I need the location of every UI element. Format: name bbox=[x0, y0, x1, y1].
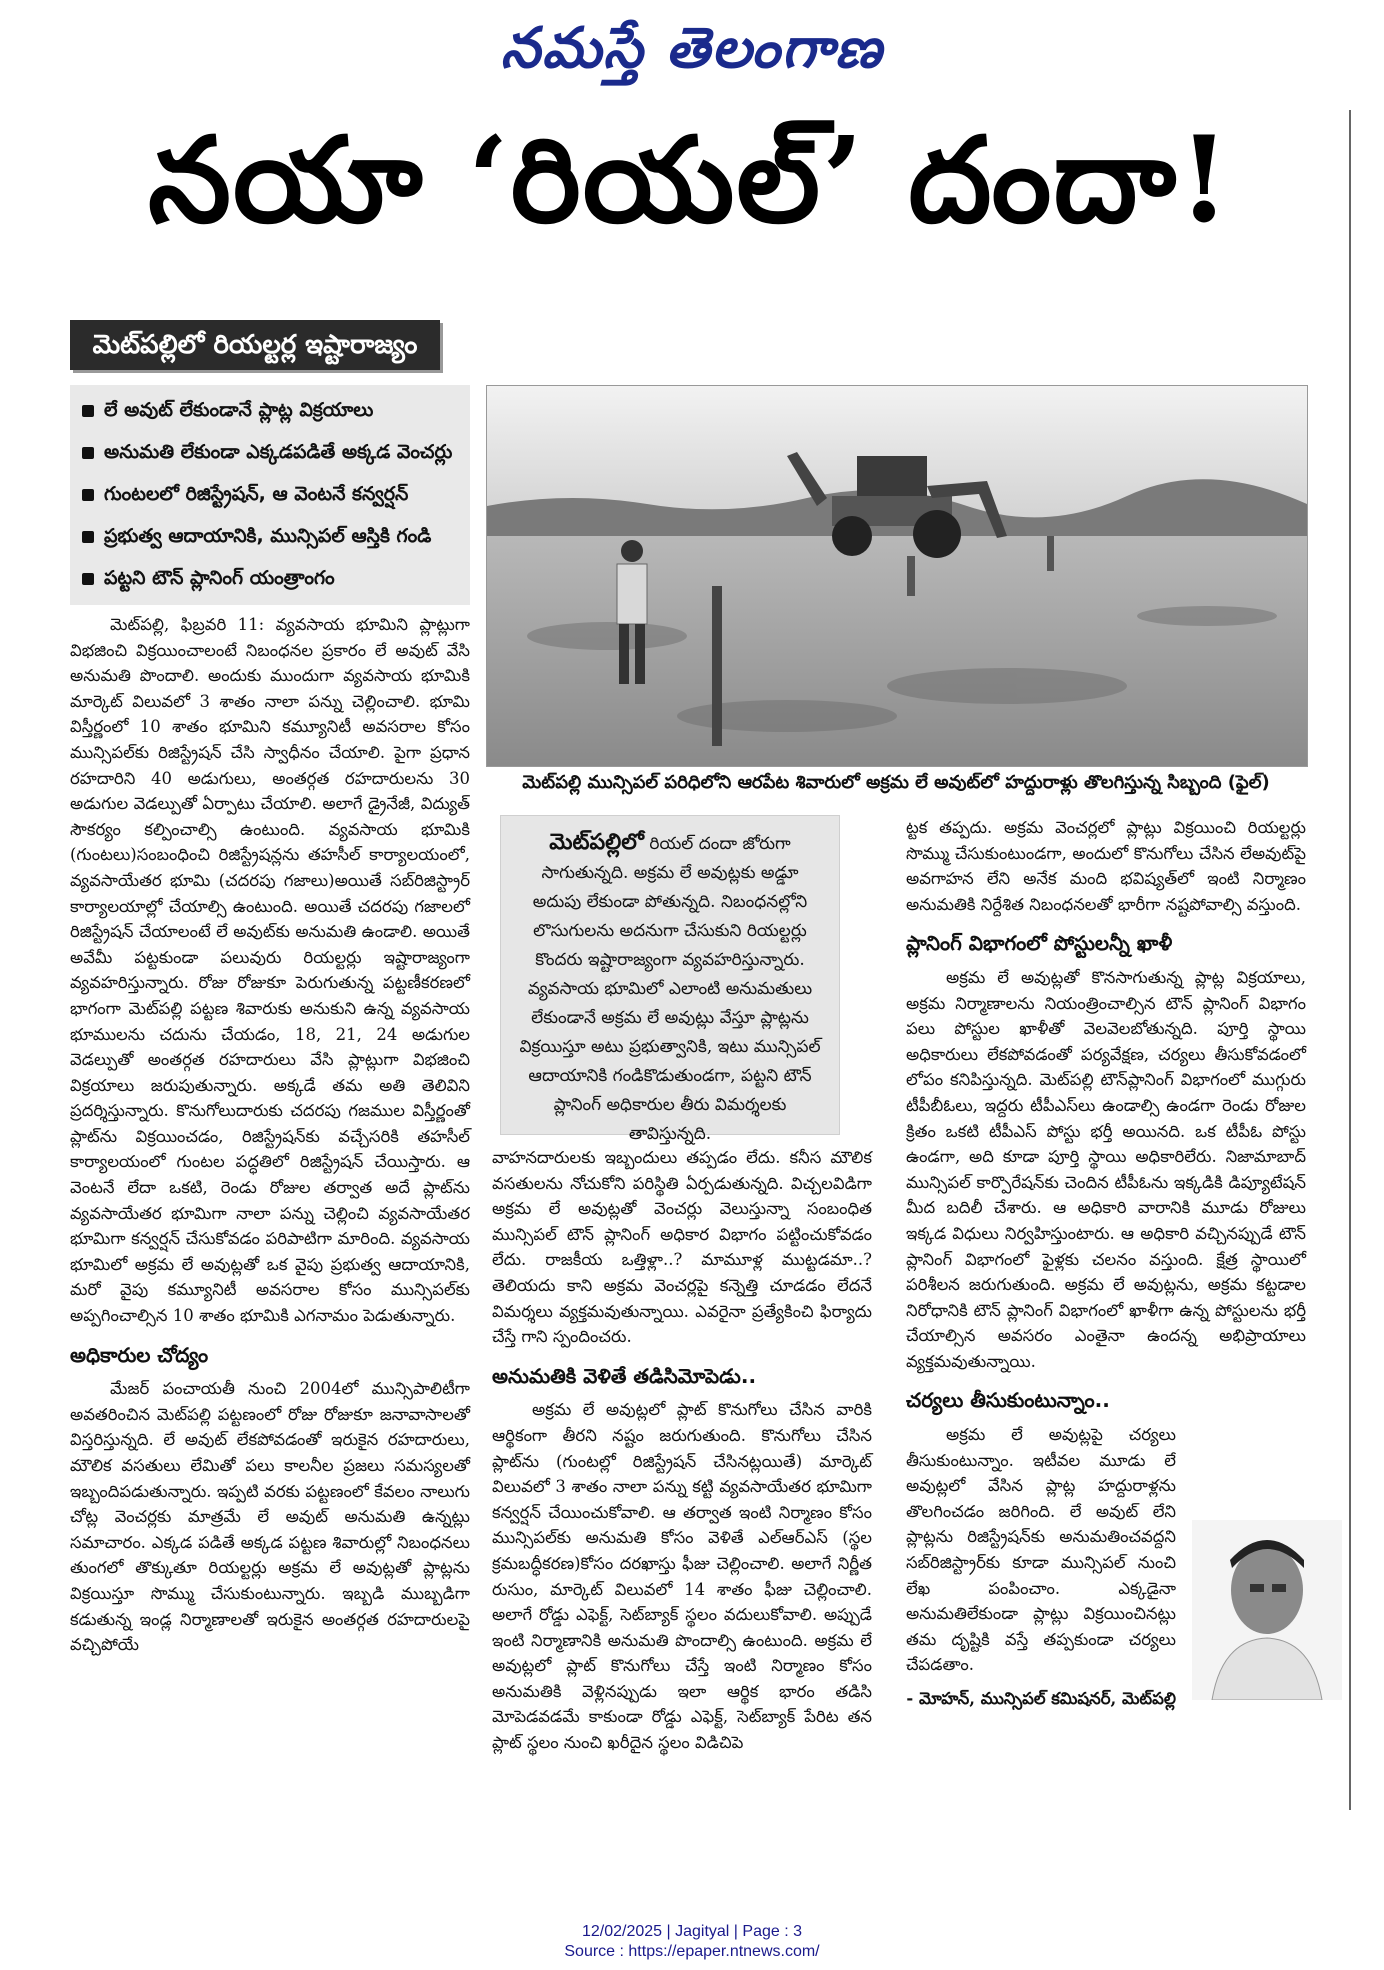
article-paragraph: అక్రమ లే అవుట్లలో ప్లాట్ కొనుగోలు చేసిన వారికి ఆర్థికంగా తీరని నష్టం జరుగుతుంది. కొనుగోలు చేసిన ప్లాట్‌ను (గుంటల్లో రిజిస్ట్రేషన్ చేసినట్లయితే) మార్కెట్ విలువలో 3 శాతం నాలా పన్ను కట్టి వ్యవసాయేతర భూమిగా కన్వర్షన్ చేయించుకోవాలి. ఆ తర్వాత ఇంటి నిర్మాణం కోసం మున్సిపల్‌కు అనుమతి కోసం వెళితే ఎల్‌ఆర్‌ఎస్ (స్థల క్రమబద్ధీకరణ)కోసం దరఖాస్తు ఫీజు చెల్లించాలి. అలాగే నిర్ణీత రుసుం, మార్కెట్ విలువలో 14 శాతం ఫీజు చెల్లించాలి. అలాగే రోడ్డు ఎఫెక్ట్, సెట్‌బ్యాక్ స్థలం వదులుకోవాలి. అప్పుడే ఇంటి నిర్మాణానికి అనుమతి పొందాల్సి ఉంటుంది. అక్రమ లే అవుట్లలో ప్లాట్ కొనుగోలు చేస్తే ఇంటి నిర్మాణం కోసం అనుమతికి వెళ్లినప్పుడు ఇలా ఆర్థిక భారం తడిసి మోపెడవడమే కాకుండా రోడ్డు ఎఫెక్ట్, సెట్‌బ్యాక్ పేరిట తన ప్లాట్ స్థలం నుంచి ఖరీదైన స్థలం విడిచిపె bbox=[492, 1400, 872, 1753]
highlight-item: పట్టని టౌన్ ప్లానింగ్ యంత్రాంగం bbox=[70, 557, 470, 599]
section-heading: అధికారుల చోద్యం bbox=[70, 1342, 209, 1367]
commissioner-photo bbox=[1192, 1520, 1342, 1700]
pull-quote-lead: మెట్‌పల్లిలో bbox=[549, 829, 644, 855]
footer-date-edition: 12/02/2025 | Jagityal | Page : 3 bbox=[581, 1923, 803, 1940]
masthead-logo: నమస్తే తెలంగాణ bbox=[500, 16, 884, 81]
news-photo bbox=[486, 385, 1308, 767]
footer-source: Source : https://epaper.ntnews.com/ bbox=[564, 1943, 820, 1960]
section-heading: అనుమతికి వెళితే తడిసిమోపెడు.. bbox=[492, 1363, 757, 1388]
column-rule bbox=[1349, 110, 1351, 1810]
pull-quote-box bbox=[500, 815, 840, 1144]
article-paragraph: అక్రమ లే అవుట్లతో కొనసాగుతున్న ప్లాట్ల విక్రయాలు, అక్రమ నిర్మాణాలను నియంత్రించాల్సిన టౌన్ ప్లానింగ్ విభాగం పలు పోస్టుల ఖాళీతో వెలవెలబోతున్నది. పూర్తి స్థాయి అధికారులు లేకపోవడంతో పర్యవేక్షణ, చర్యలు తీసుకోవడంలో లోపం కనిపిస్తున్నది. మెట్‌పల్లి టౌన్‌ప్లానింగ్ విభాగంలో ముగ్గురు టీపీబీఓలు, ఇద్దరు టీపీఎస్‌లు ఉండాల్సి ఉండగా రెండు రోజుల క్రితం ఒకటి టీపీఎస్ పోస్టు భర్తీ అయినది. ఒక టీపీఓ పోస్టు ఉండగా, అది కూడా పూర్తి స్థాయి అధికారిలేరు. నిజామాబాద్ మున్సిపల్ కార్పొరేషన్‌కు చెందిన టీపీఓను ఇక్కడికి డిప్యూటేషన్ మీద బదిలీ చేశారు. ఆ అధికారి వారానికి మూడు రోజులు ఇక్కడ విధులు నిర్వహిస్తుంటారు. ఆ అధికారి వచ్చినప్పుడే టౌన్ ప్లానింగ్ విభాగంలో ఫైళ్లకు చలనం వస్తుంది. క్షేత్ర స్థాయిలో పరిశీలన జరుగుతుంది. అక్రమ లే అవుట్లను, అక్రమ కట్టడాల నిరోధానికి టౌన్ ప్లానింగ్ విభాగంలో ఖాళీగా ఉన్న పోస్టులను భర్తీ చేయాల్సిన అవసరం ఎంతైనా ఉందన్న అభిప్రాయాలు వ్యక్తమవుతున్నాయి. bbox=[906, 967, 1306, 1371]
quote-signoff: - మోహన్, మున్సిపల్ కమిషనర్, మెట్‌పల్లి bbox=[906, 1689, 1176, 1708]
article-column-2 bbox=[492, 1145, 872, 1756]
page-footer bbox=[0, 1922, 1384, 1962]
subheading-box: మెట్‌పల్లిలో రియల్టర్ల ఇష్టారాజ్యం bbox=[70, 320, 440, 370]
article-paragraph: మెట్‌పల్లి, ఫిబ్రవరి 11: వ్యవసాయ భూమిని ప్లాట్లుగా విభజించి విక్రయించాలంటే నిబంధనల ప్రకారం లే అవుట్ వేసి అనుమతి పొందాలి. అందుకు ముందుగా వ్యవసాయ భూమికి మార్కెట్ విలువలో 3 శాతం నాలా పన్ను చెల్లించాలి. భూమి విస్తీర్ణంలో 10 శాతం భూమిని కమ్యూనిటీ అవసరాల కోసం మున్సిపల్‌కు రిజిస్ట్రేషన్ చేసి స్వాధీనం చేయాలి. పైగా ప్రధాన రహదారిని 40 అడుగులు, అంతర్గత రహదారులను 30 అడుగుల వెడల్పుతో ఏర్పాటు చేయాలి. అలాగే డ్రైనేజీ, విద్యుత్ సౌకర్యం కల్పించాల్సి ఉంటుంది. వ్యవసాయ భూమికి (గుంటలు)సంబంధించి రిజిస్ట్రేషన్లను తహసీల్ కార్యాలయంలో, వ్యవసాయేతర భూమి (చదరపు గజాలు)అయితే సబ్‌రిజిస్ట్రార్ కార్యాలయాల్లో చేయాల్సి ఉంటుంది. అయితే చదరపు గజాలలో రిజిస్ట్రేషన్ చేయాలంటే లే అవుట్‌కు అనుమతి ఉండాలి. అయితే అవేమీ పట్టకుండా పలువురు రియల్టర్లు ఇష్టారాజ్యంగా వ్యవహరిస్తున్నారు. రోజు రోజుకూ పెరుగుతున్న పట్టణీకరణలో భాగంగా మెట్‌పల్లి పట్టణ శివారుకు అనుకుని ఉన్న వ్యవసాయ భూములను చదును చేయడం, 18, 21, 24 అడుగుల వెడల్పుతో అంతర్గత రహదారులు వేసి ప్లాట్లుగా విభజించి విక్రయాలు జరుపుతున్నారు. అక్కడే తమ అతి తెలివిని ప్రదర్శిస్తున్నారు. కొనుగోలుదారుకు చదరపు గజముల విస్తీర్ణంతో ప్లాట్‌ను విక్రయించడం, రిజిస్ట్రేషన్‌కు వచ్చేసరికి తహసీల్ కార్యాలయంలో గుంటల పద్ధతిలో రిజిస్ట్రేషన్ చేయిస్తారు. ఆ వెంటనే లేదా ఒకటి, రెండు రోజుల తర్వాత అదే ప్లాట్‌ను వ్యవసాయేతర భూమిగా నాలా పన్ను చెల్లించి వ్యవసాయేతర భూమిగా కన్వర్షన్ చేసుకోవడం పరిపాటిగా మారింది. వ్యవసాయ భూమిలో అక్రమ లే అవుట్లతో ఒక వైపు ప్రభుత్వ ఆదాయానికి, మరో వైపు కమ్యూనిటీ అవసరాల కోసం మున్సిపల్‌కు అప్పగించాల్సిన 10 శాతం భూమికి ఎగనామం పెడుతున్నారు. bbox=[70, 615, 470, 1326]
highlight-item: అనుమతి లేకుండా ఎక్కడపడితే అక్కడ వెంచర్లు bbox=[70, 431, 470, 473]
highlight-item: గుంటలలో రిజిస్ట్రేషన్, ఆ వెంటనే కన్వర్షన్ bbox=[70, 473, 470, 515]
article-paragraph: మేజర్ పంచాయతీ నుంచి 2004లో మున్సిపాలిటీగా అవతరించిన మెట్‌పల్లి పట్టణంలో రోజు రోజుకూ జనావాసాలతో విస్తరిస్తున్నది. లే అవుట్ లేకపోవడంతో ఇరుకైన రహదారులు, మౌలిక వసతులు లేమితో పలు కాలనీల ప్రజలు సమస్యలతో ఇబ్బందిపడుతున్నారు. ఇప్పటి వరకు పట్టణంలో కేవలం నాలుగు చోట్ల వెంచర్లకు మాత్రమే లే అవుట్ అనుమతి ఉన్నట్లు సమాచారం. ఎక్కడ పడితే అక్కడ పట్టణ శివారుల్లో నిబంధనలు తుంగలో తొక్కుతూ రియల్టర్లు అక్రమ లే అవుట్లతో ప్లాట్లను విక్రయిస్తూ సొమ్ము చేసుకుంటున్నారు. ఇబ్బడి ముబ్బడిగా కడుతున్న ఇండ్ల నిర్మాణాలతో ఇరుకైన అంతర్గత రహదారులపై వచ్చిపోయే bbox=[70, 1379, 470, 1655]
highlight-item: ప్రభుత్వ ఆదాయానికి, మున్సిపల్ ఆస్తికి గండి bbox=[70, 515, 470, 557]
highlight-item: లే అవుట్ లేకుండానే ప్లాట్ల విక్రయాలు bbox=[70, 389, 470, 431]
headline: నయా ‘రియల్’ దందా! bbox=[148, 110, 1232, 249]
article-paragraph: ట్టక తప్పదు. అక్రమ వెంచర్లలో ప్లాట్లు విక్రయించి రియల్టర్లు సొమ్ము చేసుకుంటుండగా, అందులో కొనుగోలు చేసిన లేఅవుట్‌పై అవగాహన లేని అనేక మంది భవిష్యత్‌లో ఇంటి నిర్మాణం అనుమతికి నిర్దేశిత నిబంధనలతో భారీగా నష్టపోవాల్సి వస్తుంది. bbox=[906, 818, 1306, 914]
section-heading: చర్యలు తీసుకుంటున్నాం.. bbox=[906, 1388, 1110, 1413]
section-heading: ప్లానింగ్ విభాగంలో పోస్టులన్నీ ఖాళీ bbox=[906, 931, 1173, 956]
highlights-list bbox=[70, 385, 470, 605]
article-paragraph: వాహనదారులకు ఇబ్బందులు తప్పడం లేదు. కనీస మౌలిక వసతులను నోచుకోని పరిస్థితి ఏర్పడుతున్నది. విచ్చలవిడిగా అక్రమ లే అవుట్లతో వెంచర్లు వెలుస్తున్నా సంబంధిత మున్సిపల్ టౌన్ ప్లానింగ్ అధికార విభాగం పట్టించుకోవడం లేదు. రాజకీయ ఒత్తిళ్లా..? మామూళ్ల ముట్టడమా..? తెలియదు కాని అక్రమ వెంచర్లపై కన్నెత్తి చూడడం లేదనే విమర్శలు వ్యక్తమవుతున్నాయి. ఎవరైనా ప్రత్యేకించి ఫిర్యాదు చేస్తే గాని స్పందించరు. bbox=[492, 1148, 872, 1347]
article-column-1 bbox=[70, 612, 470, 1658]
photo-caption: మెట్‌పల్లి మున్సిపల్ పరిధిలోని ఆరపేట శివారులో అక్రమ లే అవుట్‌లో హద్దురాళ్లు తొలగిస్తున్న సిబ్బంది (ఫైల్) bbox=[522, 772, 1270, 793]
article-paragraph: అక్రమ లే అవుట్లపై చర్యలు తీసుకుంటున్నాం. ఇటీవల మూడు లే అవుట్లలో వేసిన ప్లాట్ల హద్దురాళ్లను తొలగించడం జరిగింది. లే అవుట్ లేని ప్లాట్లను రిజిస్ట్రేషన్‌కు అనుమతించవద్దని సబ్‌రిజిస్ట్రార్‌కు కూడా మున్సిపల్ నుంచి లేఖ పంపించాం. ఎక్కడైనా అనుమతిలేకుండా ప్లాట్లు విక్రయించినట్లు తమ దృష్టికి వస్తే తప్పకుండా చర్యలు చేపడతాం. bbox=[906, 1425, 1176, 1675]
person-portrait-illustration bbox=[1192, 1520, 1342, 1700]
pull-quote-text: రియల్ దందా జోరుగా సాగుతున్నది. అక్రమ లే అవుట్లకు అడ్డూ అదుపు లేకుండా పోతున్నది. నిబంధనల్లోని లొసుగులను అదనుగా చేసుకుని రియల్టర్లు కొందరు ఇష్టారాజ్యంగా వ్యవహరిస్తున్నారు. వ్యవసాయ భూమిలో ఎలాంటి అనుమతులు లేకుండానే అక్రమ లే అవుట్లు వేస్తూ ప్లాట్లను విక్రయిస్తూ అటు ప్రభుత్వానికి, ఇటు మున్సిపల్ ఆదాయానికి గండికొడుతుండగా, పట్టని టౌన్ ప్లానింగ్ అధికారుల తీరు విమర్శలకు తావిస్తున్నది. bbox=[519, 834, 821, 1144]
field-photo-illustration bbox=[487, 386, 1307, 766]
